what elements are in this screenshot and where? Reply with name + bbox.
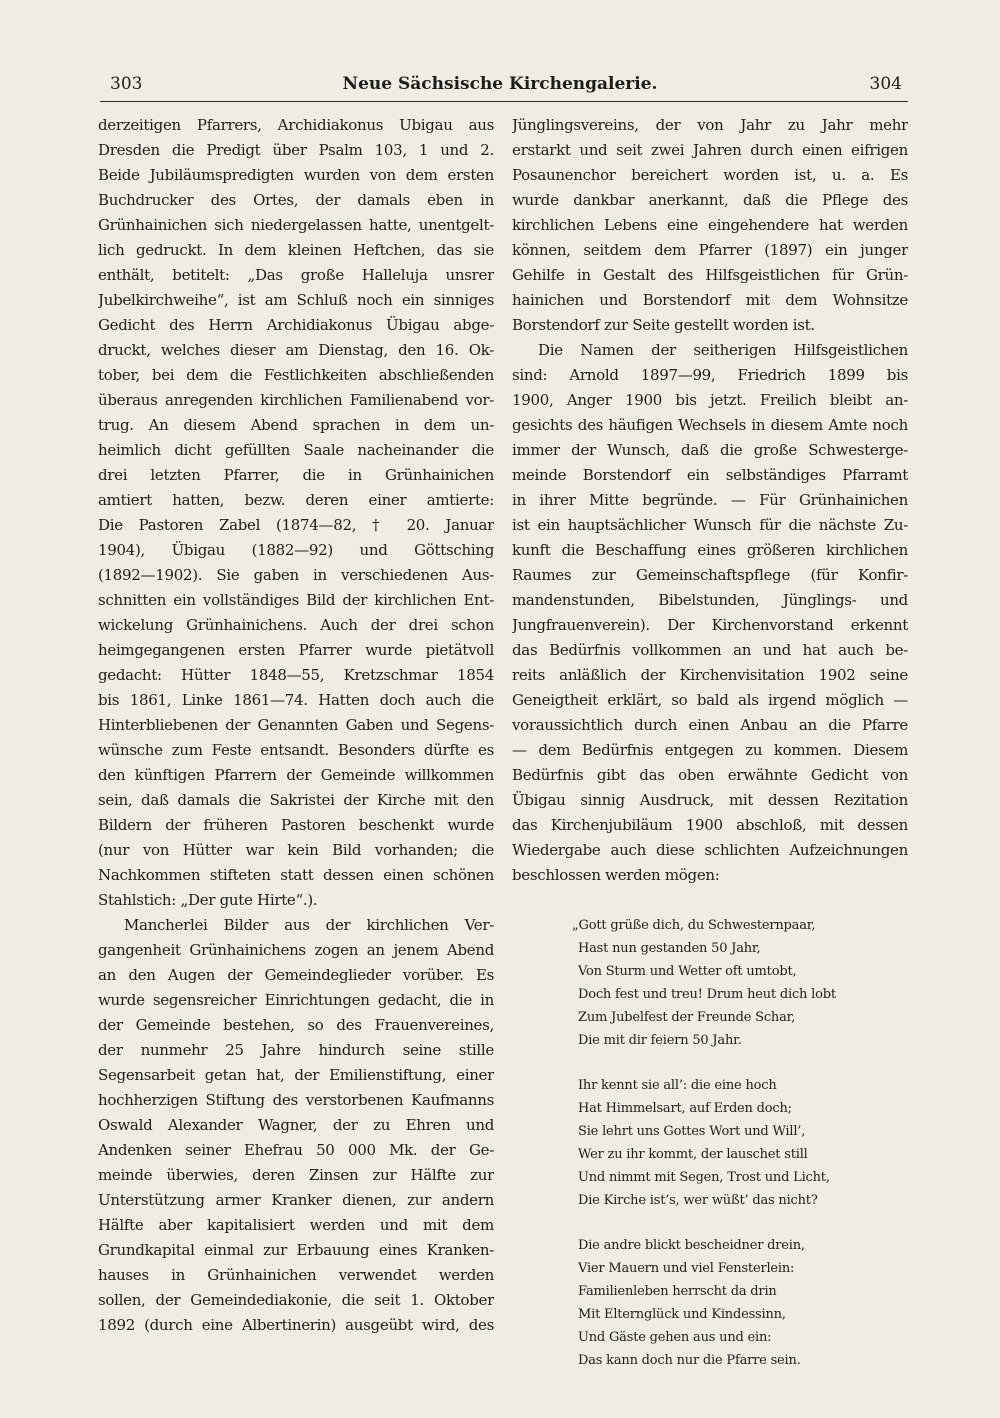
right-column: [512, 113, 908, 1372]
text-line: Beide Jubiläumspredigten wurden von dem ersten: [98, 166, 494, 184]
poem-line: Und nimmt mit Segen, Trost und Licht,: [578, 1170, 830, 1185]
text-line: — dem Bedürfnis entgegen zu kommen. Diesem: [512, 741, 908, 759]
text-line: heimlich dicht gefüllten Saale nacheinander die: [98, 441, 494, 459]
text-line: das Bedürfnis vollkommen an und hat auch be-: [512, 641, 908, 659]
text-line: Raumes zur Gemeinschaftspflege (für Konfir-: [512, 566, 908, 584]
text-line: 1892 (durch eine Albertinerin) ausgeübt wird, des: [98, 1316, 494, 1334]
text-line: der nunmehr 25 Jahre hindurch seine stille: [98, 1041, 494, 1059]
text-line: amtiert hatten, bezw. deren einer amtierte:: [98, 491, 494, 509]
stanza-gap: [512, 1212, 908, 1234]
text-line: Bedürfnis gibt das oben erwähnte Gedicht von: [512, 766, 908, 784]
poem-line: Mit Elternglück und Kindessinn,: [578, 1307, 786, 1322]
text-line: meinde überwies, deren Zinsen zur Hälfte zur: [98, 1166, 494, 1184]
header-rule: [100, 101, 908, 102]
text-line: Übigau sinnig Ausdruck, mit dessen Rezitation: [512, 791, 908, 809]
text-line: Die Pastoren Zabel (1874—82, † 20. Januar: [98, 516, 494, 534]
text-line: wickelung Grünhainichens. Auch der drei schon: [98, 616, 494, 634]
text-line: Nachkommen stifteten statt dessen einen schönen: [98, 866, 494, 884]
text-line: Hälfte aber kapitalisiert werden und mit dem: [98, 1216, 494, 1234]
text-line: Jünglingsvereins, der von Jahr zu Jahr mehr: [512, 116, 908, 134]
text-line: Andenken seiner Ehefrau 50 000 Mk. der Ge-: [98, 1141, 494, 1159]
text-line: Bildern der früheren Pastoren beschenkt wurde: [98, 816, 494, 834]
text-line: druckt, welches dieser am Dienstag, den 16. Ok-: [98, 341, 494, 359]
text-line: Mancherlei Bilder aus der kirchlichen Ver-: [124, 916, 494, 934]
text-line: das Kirchenjubiläum 1900 abschloß, mit dessen: [512, 816, 908, 834]
page-header: [0, 70, 1000, 100]
poem-stanza: [512, 1074, 908, 1212]
text-line: trug. An diesem Abend sprachen in dem un-: [98, 416, 494, 434]
poem-line: Ihr kennt sie all’: die eine hoch: [578, 1078, 777, 1093]
poem-line: Hast nun gestanden 50 Jahr,: [578, 941, 761, 956]
text-line: ist ein hauptsächlicher Wunsch für die nächste Zu-: [512, 516, 908, 534]
text-line: hauses in Grünhainichen verwendet werden: [98, 1266, 494, 1284]
text-line: (1892—1902). Sie gaben in verschiedenen Aus-: [98, 566, 494, 584]
text-line: Grünhainichen sich niedergelassen hatte, unentgelt-: [98, 216, 494, 234]
text-line: Borstendorf zur Seite gestellt worden ist.: [512, 316, 815, 334]
text-line: heimgegangenen ersten Pfarrer wurde pietätvoll: [98, 641, 494, 659]
poem-line: Hat Himmelsart, auf Erden doch;: [578, 1101, 792, 1116]
text-line: überaus anregenden kirchlichen Familienabend vor-: [98, 391, 494, 409]
text-line: Jubelkirchweihe“, ist am Schluß noch ein sinniges: [98, 291, 494, 309]
text-line: kirchlichen Lebens eine eingehendere hat werden: [512, 216, 908, 234]
poem-spacer: [512, 888, 908, 914]
poem-line: Vier Mauern und viel Fensterlein:: [578, 1261, 795, 1276]
text-line: Wiedergabe auch diese schlichten Aufzeichnungen: [512, 841, 908, 859]
text-line: gangenheit Grünhainichens zogen an jenem Abend: [98, 941, 494, 959]
text-line: 1900, Anger 1900 bis jetzt. Freilich bleibt an-: [512, 391, 908, 409]
text-line: Grundkapital einmal zur Erbauung eines Kranken-: [98, 1241, 494, 1259]
poem-line: Die mit dir feiern 50 Jahr.: [578, 1033, 742, 1048]
poem-stanza: [512, 1234, 908, 1372]
text-line: Hinterbliebenen der Genannten Gaben und Segens-: [98, 716, 494, 734]
text-line: enthält, betitelt: „Das große Halleluja unsrer: [98, 266, 494, 284]
text-line: Die Namen der seitherigen Hilfsgeistlichen: [538, 341, 908, 359]
text-line: sein, daß damals die Sakristei der Kirche mit den: [98, 791, 494, 809]
text-line: Gehilfe in Gestalt des Hilfsgeistlichen für Grün-: [512, 266, 908, 284]
poem-line: Doch fest und treu! Drum heut dich lobt: [578, 987, 836, 1002]
text-line: wurde segensreicher Einrichtungen gedacht, die in: [98, 991, 494, 1009]
text-line: Segensarbeit getan hat, der Emilienstiftung, einer: [98, 1066, 494, 1084]
text-line: 1904), Übigau (1882—92) und Göttsching: [98, 541, 494, 559]
poem-line: Zum Jubelfest der Freunde Schar,: [578, 1010, 796, 1025]
text-line: Dresden die Predigt über Psalm 103, 1 und 2.: [98, 141, 494, 159]
text-line: derzeitigen Pfarrers, Archidiakonus Ubigau aus: [98, 116, 494, 134]
text-line: gesichts des häufigen Wechsels in diesem Amte noch: [512, 416, 908, 434]
poem-line: Sie lehrt uns Gottes Wort und Will’,: [578, 1124, 806, 1139]
text-line: erstarkt und seit zwei Jahren durch einen eifrigen: [512, 141, 908, 159]
poem-line: Von Sturm und Wetter oft umtobt,: [578, 964, 797, 979]
text-line: Posaunenchor bereichert worden ist, u. a. Es: [512, 166, 908, 184]
text-line: wünsche zum Feste entsandt. Besonders dürfte es: [98, 741, 494, 759]
text-line: schnitten ein vollständiges Bild der kirchlichen Ent-: [98, 591, 494, 609]
text-line: Stahlstich: „Der gute Hirte“.).: [98, 891, 318, 909]
poem-stanza: [512, 914, 908, 1052]
text-line: Jungfrauenverein). Der Kirchenvorstand erkennt: [512, 616, 908, 634]
text-line: lich gedruckt. In dem kleinen Heftchen, das sie: [98, 241, 494, 259]
page-number-right: 304: [869, 74, 902, 94]
text-line: sind: Arnold 1897—99, Friedrich 1899 bis: [512, 366, 908, 384]
running-title: Neue Sächsische Kirchengalerie.: [342, 74, 658, 94]
text-line: (nur von Hütter war kein Bild vorhanden; die: [98, 841, 494, 859]
text-line: tober, bei dem die Festlichkeiten abschließenden: [98, 366, 494, 384]
poem-line: Familienleben herrscht da drin: [578, 1284, 777, 1299]
poem-line: Das kann doch nur die Pfarre sein.: [578, 1353, 801, 1368]
text-line: sollen, der Gemeindediakonie, die seit 1. Oktober: [98, 1291, 494, 1309]
text-line: der Gemeinde bestehen, so des Frauenvereines,: [98, 1016, 494, 1034]
text-line: bis 1861, Linke 1861—74. Hatten doch auch die: [98, 691, 494, 709]
poem-line: Und Gäste gehen aus und ein:: [578, 1330, 772, 1345]
poem-line: „Gott grüße dich, du Schwesternpaar,: [572, 918, 816, 933]
text-line: meinde Borstendorf ein selbständiges Pfarramt: [512, 466, 908, 484]
text-line: hainichen und Borstendorf mit dem Wohnsitze: [512, 291, 908, 309]
poem-line: Wer zu ihr kommt, der lauschet still: [578, 1147, 808, 1162]
text-line: Geneigtheit erklärt, so bald als irgend möglich —: [512, 691, 908, 709]
text-line: drei letzten Pfarrer, die in Grünhainichen: [98, 466, 494, 484]
text-line: wurde dankbar anerkannt, daß die Pflege des: [512, 191, 908, 209]
text-line: können, seitdem dem Pfarrer (1897) ein junger: [512, 241, 908, 259]
stanza-gap: [512, 1052, 908, 1074]
text-line: immer der Wunsch, daß die große Schwesterge-: [512, 441, 908, 459]
text-line: hochherzigen Stiftung des verstorbenen Kaufmanns: [98, 1091, 494, 1109]
text-line: kunft die Beschaffung eines größeren kirchlichen: [512, 541, 908, 559]
text-line: Buchdrucker des Ortes, der damals eben in: [98, 191, 494, 209]
text-line: Gedicht des Herrn Archidiakonus Übigau abge-: [98, 316, 494, 334]
text-line: reits anläßlich der Kirchenvisitation 1902 seine: [512, 666, 908, 684]
text-line: Oswald Alexander Wagner, der zu Ehren und: [98, 1116, 494, 1134]
text-line: beschlossen werden mögen:: [512, 866, 720, 884]
text-line: Unterstützung armer Kranker dienen, zur andern: [98, 1191, 494, 1209]
text-line: voraussichtlich durch einen Anbau an die Pfarre: [512, 716, 908, 734]
text-line: mandenstunden, Bibelstunden, Jünglings- und: [512, 591, 908, 609]
poem: [512, 914, 908, 1372]
poem-line: Die andre blickt bescheidner drein,: [578, 1238, 805, 1253]
poem-line: Die Kirche ist’s, wer wüßt’ das nicht?: [578, 1193, 818, 1208]
text-line: den künftigen Pfarrern der Gemeinde willkommen: [98, 766, 494, 784]
text-line: gedacht: Hütter 1848—55, Kretzschmar 1854: [98, 666, 494, 684]
text-line: in ihrer Mitte begründe. — Für Grünhainichen: [512, 491, 908, 509]
left-column: [98, 113, 494, 1338]
page-number-left: 303: [110, 74, 143, 94]
text-line: an den Augen der Gemeindeglieder vorüber. Es: [98, 966, 494, 984]
